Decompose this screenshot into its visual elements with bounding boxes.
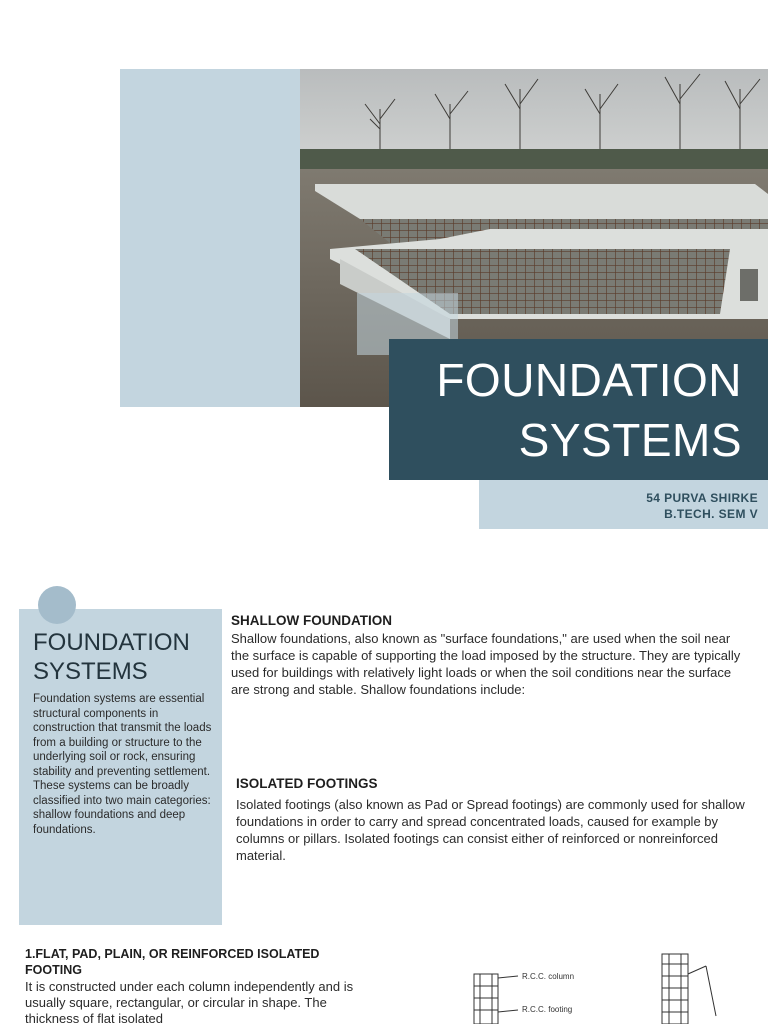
diagram-column-left <box>474 974 498 1024</box>
author-box <box>479 480 768 529</box>
sidebar-title-line2: SYSTEMS <box>33 658 148 685</box>
sidebar-title-line1: FOUNDATION <box>33 629 190 656</box>
diagram-label-footing: R.C.C. footing <box>522 1005 573 1014</box>
diagram-label-column: R.C.C. column <box>522 972 575 981</box>
flat-footing-heading: 1.FLAT, PAD, PLAIN, OR REINFORCED ISOLATED FOOTING <box>25 947 320 977</box>
flat-footing-body: It is constructed under each column independently and is usually square, rectangular, or circular in shape. The thickness of flat isolated <box>25 979 354 1026</box>
isolated-footings-heading: ISOLATED FOOTINGS <box>236 776 378 791</box>
author-program: B.TECH. SEM V <box>664 507 758 521</box>
shallow-foundation-heading: SHALLOW FOUNDATION <box>231 613 392 628</box>
shallow-foundation-body: Shallow foundations, also known as "surface foundations," are used when the soil near the surface is capable of supporting the load imposed by the structure. They are typically used for buildings with relatively light loads or when the soil conditions near the surface are strong and stable. Shallow foundations include: <box>231 631 741 697</box>
isolated-footings-body: Isolated footings (also known as Pad or Spread footings) are commonly used for shallow foundations in order to carry and spread concentrated loads, caused for example by columns or pillars. Isolated footings can consist either of reinforced or nonreinforced material. <box>236 797 745 863</box>
footing-diagram <box>466 946 768 1024</box>
sidebar-title <box>33 628 190 686</box>
cover-light-panel <box>120 69 302 407</box>
cover-title-box <box>389 339 768 480</box>
sidebar-body: Foundation systems are essential structural components in construction that transmit the loads from a building or structure to the underlying soil or rock, ensuring stability and preventing settlement. These systems can be broadly classified into two main categories: shallow foundations and deep foundations. <box>33 693 212 836</box>
author-name: 54 PURVA SHIRKE <box>646 491 758 505</box>
cover-title-line2: SYSTEMS <box>518 414 742 466</box>
decorative-circle <box>38 586 76 624</box>
cover-title-line1: FOUNDATION <box>436 354 742 406</box>
